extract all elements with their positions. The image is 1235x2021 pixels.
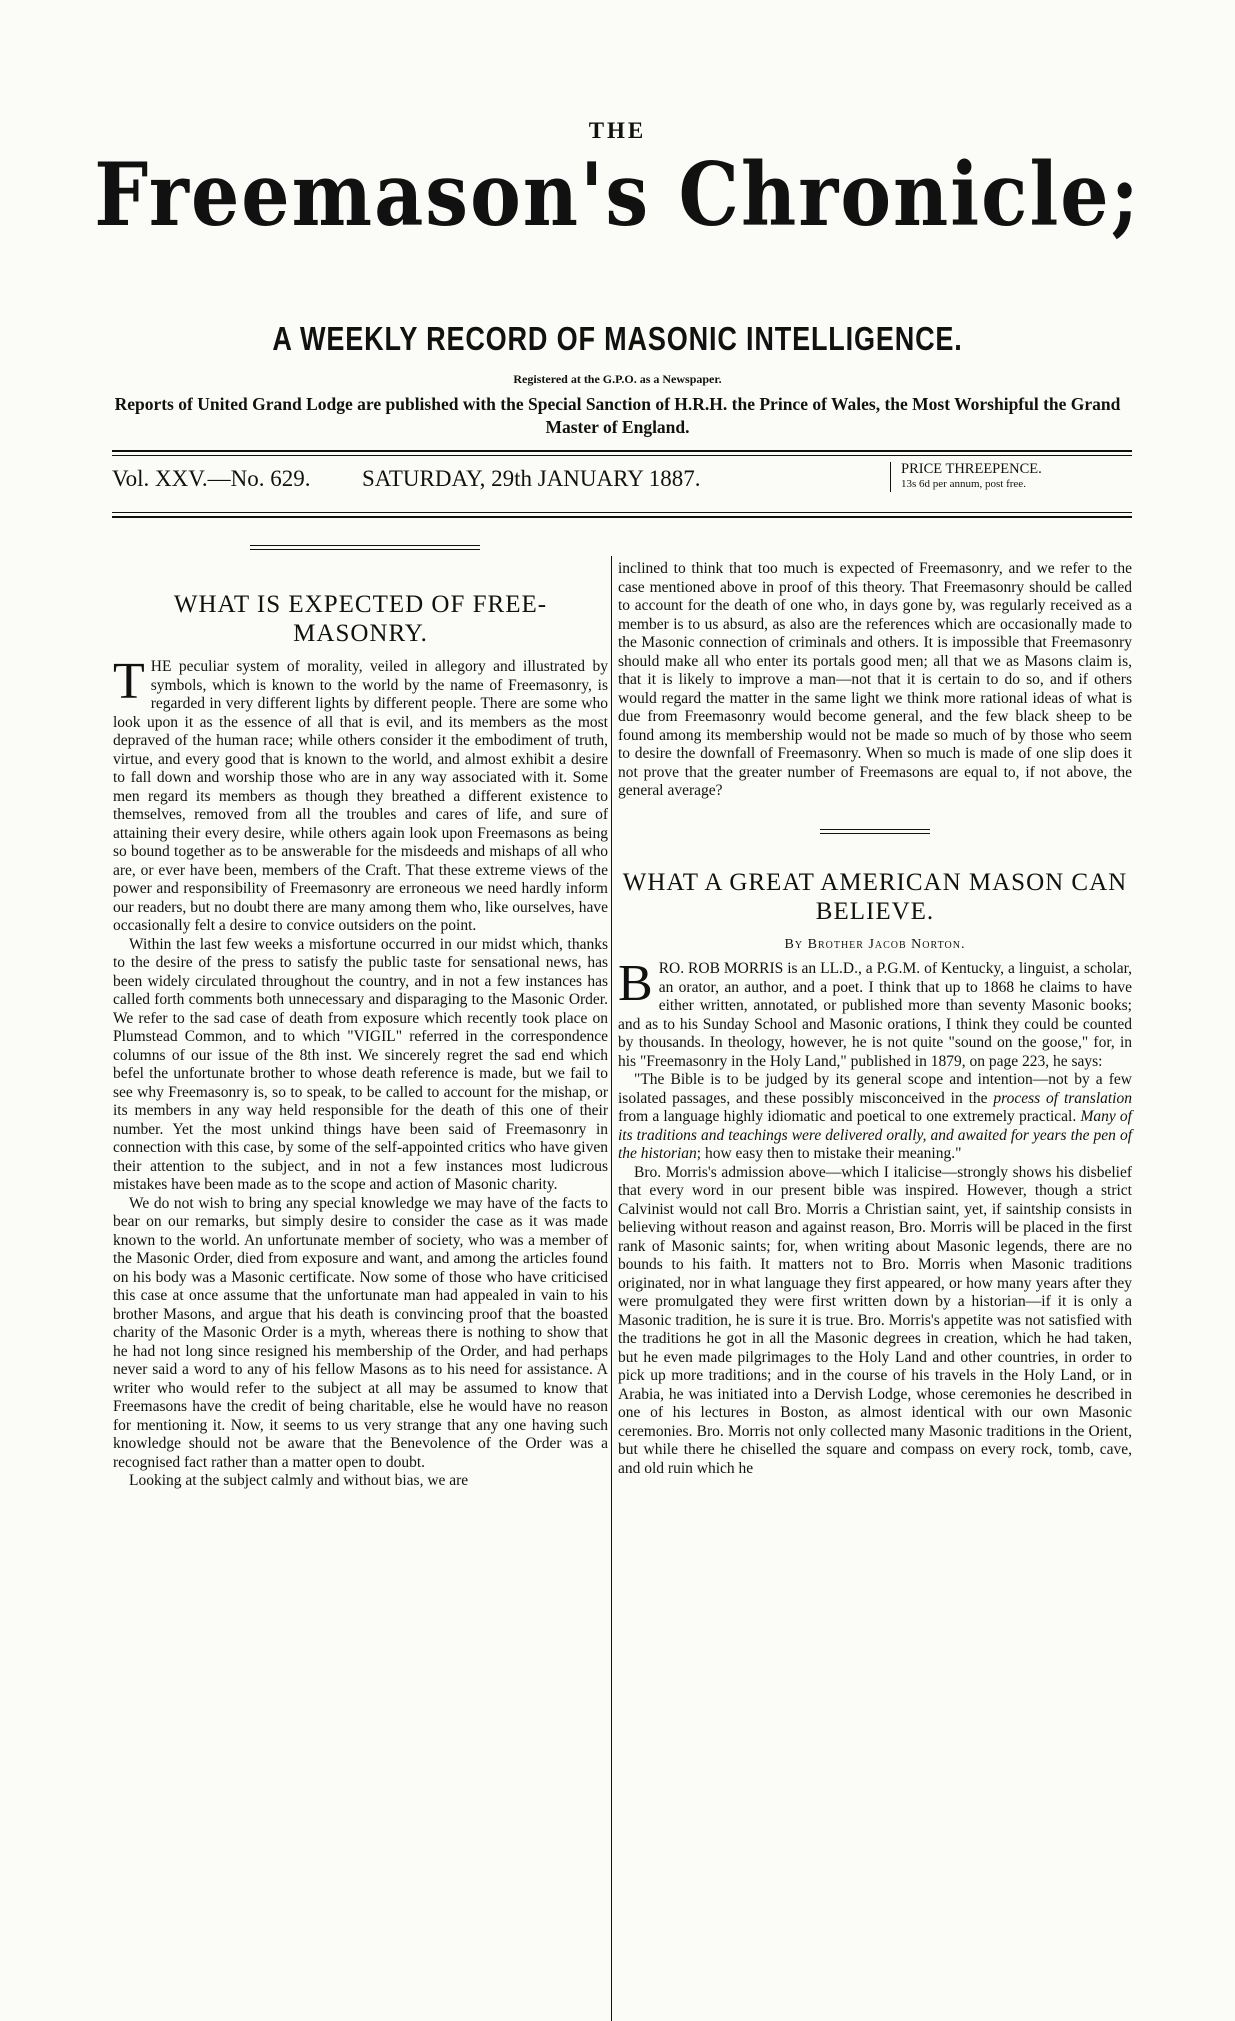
masthead-title: Freemason's Chronicle; — [94, 143, 1141, 246]
price-notice — [890, 462, 1042, 492]
sanction-note: Reports of United Grand Lodge are published with the Special Sanction of H.R.H. the Prince of Wales, the Most Worshipful the Grand Master of England. — [114, 394, 1121, 437]
column-divider — [611, 556, 612, 2021]
header-rule-bottom-thin — [112, 512, 1132, 513]
article2-paragraph-3: Bro. Morris's admission above—which I italicise—strongly shows his disbelief that every word in our present bible was inspired. However, though a strict Calvinist would not call Bro. Morris a Christian saint, yet, if saintship consists in believing without reason and against reason, Bro. Morris will be placed in the first rank of Masonic saints; for, when writing about Masonic legends, there are no bounds to his faith. It matters not to Bro. Morris when Masonic traditions originated, nor in what language they first appeared, or how many years after they were promulgated they were first written down by a historian—if it is only a Masonic tradition, he is sure it is true. Bro. Morris's appetite was not satisfied with the traditions he got in all the Masonic degrees in creation, which he had taken, but he even made pilgrimages to the Holy Land and other countries, in order to pick up more traditions; and in the course of his travels in the Holy Land, or in Arabia, he was initiated into a Dervish Lodge, whose ceremonies he described in one of his lectures in Boston, as almost identical with our own Masonic ceremonies. Bro. Morris not only collected many Masonic traditions in the Orient, but while there he chiselled the square and compass on every rock, tomb, cave, and old ruin which he — [618, 1163, 1132, 1477]
article2-heading: WHAT A GREAT AMERICAN MASON CAN BELIEVE. — [622, 868, 1128, 925]
issue-date: SATURDAY, 29th JANUARY 1887. — [362, 466, 701, 491]
right-column — [618, 560, 1132, 1478]
article1-dropcap: T — [113, 653, 145, 710]
article1-paragraph-3: We do not wish to bring any special knowledge we may have of the facts to bear on our remarks, but simply desire to consider the case as it was made known to the world. An unfortunate member of society, who was a member of the Masonic Order, died from exposure and want, and among the articles found on his body was a Masonic certificate. Now some of those who have criticised this case at once assume that the unfortunate man had appealed in vain to his brother Masons, and argue that his death is convincing proof that the boasted charity of the Masonic Order is a myth, whereas there is nothing to show that he had not long since resigned his membership of the Order, and had perhaps never said a word to any of his fellow Masons as to his need for assistance. A writer who would refer to the subject at all may be assumed to know that Freemasons have the credit of being charitable, else he would have no reason for mentioning it. Now, it seems to us very strange that any one having such knowledge should not be aware that the Benevolence of the Order was a recognised fact rather than a matter open to doubt. — [113, 1194, 608, 1471]
article2-p1-text: RO. ROB MORRIS is an LL.D., a P.G.M. of Kentucky, a linguist, a scholar, an orator, an author, and a poet. I think that up to 1868 he claims to have either written, annotated, or published more than seventy Masonic books; and as to his Sunday School and Masonic orations, I think they could be counted by thousands. In theology, however, he is not quite "sound on the goose," for, in his "Freemasonry in the Holy Land," published in 1879, on page 223, he says: — [618, 960, 1132, 1070]
masthead-the: THE — [588, 118, 647, 143]
article2-quote — [618, 1071, 1132, 1164]
price-label: PRICE THREEPENCE. — [901, 461, 1042, 477]
article1-heading: WHAT IS EXPECTED OF FREE-MASONRY. — [173, 591, 548, 647]
registration-note: Registered at the G.P.O. as a Newspaper. — [513, 372, 722, 386]
quote-italic-1: process of translation — [993, 1089, 1132, 1107]
quote-part-b: from a language highly idiomatic and poetical to one extremely practical. — [618, 1108, 1081, 1125]
column-top-rule-left-2 — [250, 549, 480, 550]
quote-part-c: ; how easy then to mistake their meaning." — [696, 1145, 962, 1162]
header-rule-top-thin — [112, 455, 1132, 456]
article1-paragraph-4: Looking at the subject calmly and without bias, we are — [129, 1472, 469, 1489]
column-top-rule-left — [250, 545, 480, 546]
issue-line — [112, 462, 1132, 502]
article-expected-of-freemasonry — [113, 590, 608, 1491]
volume-number: Vol. XXV.—No. 629. — [112, 466, 311, 491]
header-rule-top — [112, 450, 1132, 452]
price-subscription: 13s 6d per annum, post free. — [901, 478, 1026, 490]
article2-paragraph-1 — [618, 955, 1132, 1071]
article1-continuation: inclined to think that too much is expected of Freemasonry, and we refer to the case mentioned above in proof of this theory. That Freemasonry should be called to account for the death of one who, in days gone by, was regularly received as a member is to us absurd, as also are the references which are occasionally made to the Masonic connection of criminals and others. It is impossible that Freemasonry should make all who enter its portals good men; all that we as Masons claim is, that it is likely to improve a man—not that it is certain to do so, and if others would regard the matter in the same light we think more rational ideas of what is due from Freemasonry would become general, and the few black sheep to be found among its membership would not be made so much of by those who seem to desire the downfall of Freemasonry. When so much is made of one slip does it not prove that the greater number of Freemasons are equal to, if not above, the general average? — [618, 560, 1132, 799]
masthead-subtitle: A WEEKLY RECORD OF MASONIC INTELLIGENCE. — [272, 320, 963, 357]
article-separator — [820, 829, 930, 834]
article1-paragraph-1 — [113, 653, 608, 936]
article2-byline: By Brother Jacob Norton. — [784, 936, 966, 952]
quote-part-a: "The Bible is to be judged by its general scope and intention—not by a few isolated passages, and these possibly misconceived in the — [618, 1071, 1132, 1107]
quote-italic-2: Many of its traditions and teachings were delivered orally, and awaited for years the pen of the historian — [618, 1108, 1132, 1162]
article1-paragraph-2: Within the last few weeks a misfortune occurred in our midst which, thanks to the desire of the press to satisfy the public taste for sensational news, has been widely circulated throughout the country, and in not a few instances has called forth comments both unnecessary and disparaging to the Masonic Order. We refer to the sad case of death from exposure which recently took place on Plumstead Common, and to which "VIGIL" referred in the correspondence columns of our issue of the 8th inst. We sincerely regret the sad end which befel the unfortunate brother to whose death reference is made, but we fail to see why Freemasonry is, so to speak, to be called to account for the mishap, or its members in any way held responsible for the death of this one of their number. Yet the most unkind things have been said of Freemasonry in connection with this case, by some of the self-appointed critics who have given their attention to the subject, and in not a few instances most ludicrous mistakes have been made as to the scope and action of Masonic charity. — [113, 935, 608, 1193]
article2-dropcap: B — [618, 955, 653, 1012]
header-rule-bottom — [112, 516, 1132, 518]
article1-p1-text: HE peculiar system of morality, veiled in allegory and illustrated by symbols, which is known to the world by the name of Freemasonry, is regarded in very different lights by different people. There are some who look upon it as the essence of all that is evil, and its members as the most depraved of the human race; while others consider it the embodiment of truth, virtue, and every good that is known to the world, and almost exhibit a desire to fall down and worship those who are in any way associated with it. Some men regard its members as though they breathed a different existence to themselves, removed from all the troubles and cares of life, and sure of attaining their every desire, while others again look upon Freemasons as being so bound together as to be answerable for the misdeeds and mishaps of all who are, or ever have been, members of the Craft. That these extreme views of the power and responsibility of Freemasonry are erroneous we need hardly inform our readers, but no doubt there are many among them who, like ourselves, have occasionally felt a desire to convice outsiders on the point. — [113, 658, 608, 934]
